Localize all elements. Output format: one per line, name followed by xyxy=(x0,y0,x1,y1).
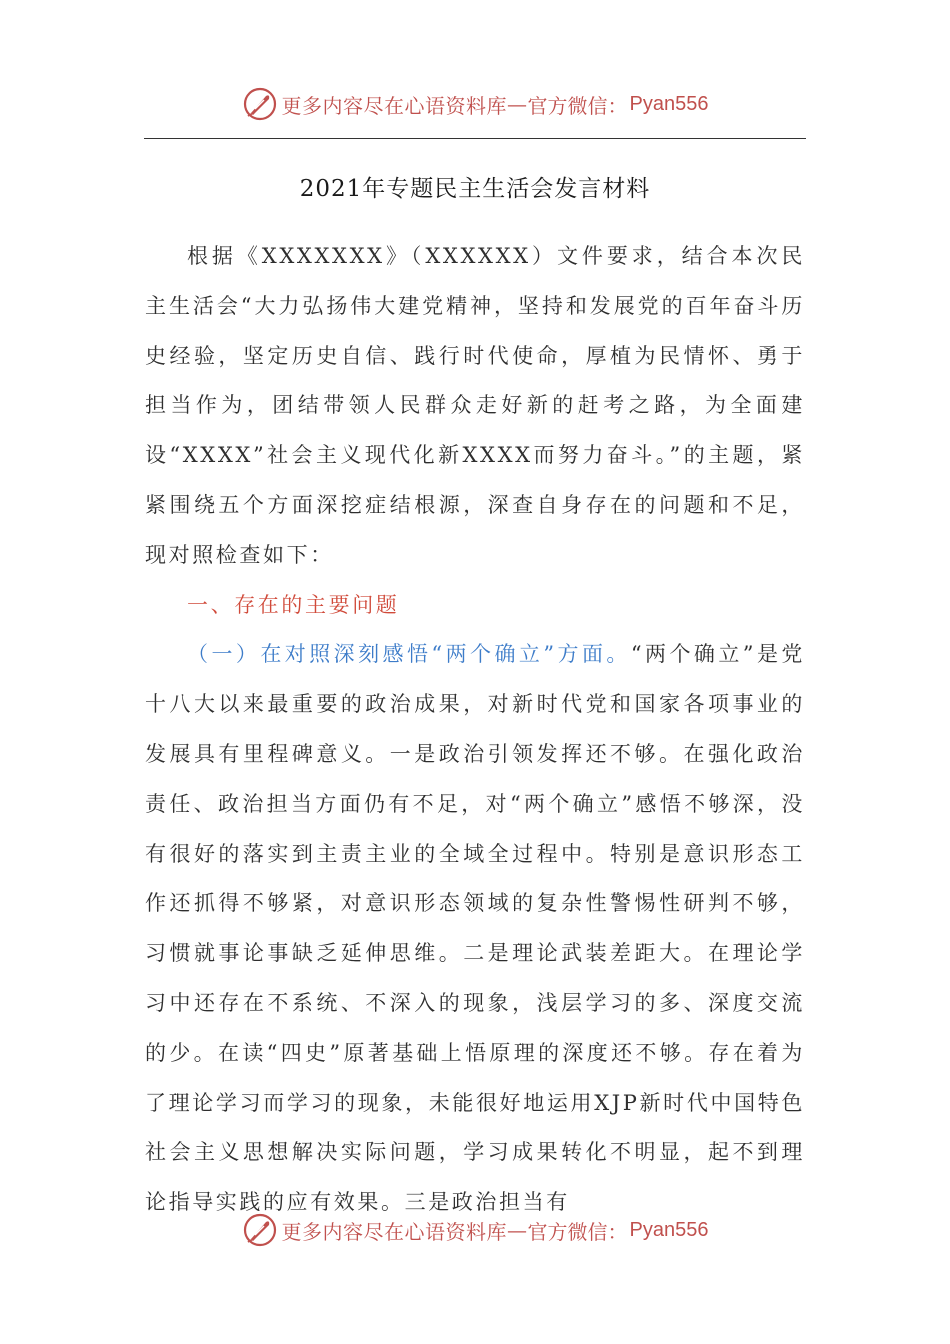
section-heading-1: 一、存在的主要问题 xyxy=(187,592,400,617)
footer-promo-text: 更多内容尽在心语资料库 xyxy=(281,1219,508,1244)
footer-wechat-id: Pyan556 xyxy=(629,1218,709,1241)
subsection-heading-1: （一）在对照深刻感悟“两个确立”方面。 xyxy=(187,642,631,667)
page-footer-promo xyxy=(0,1208,950,1252)
subsection-body-1: “两个确立”是党十八大以来最重要的政治成果，对新时代党和国家各项事业的发展具有里程碑意义。一是政治引领发挥还不够。在强化政治责任、政治担当方面仍有不足，对“两个确立”感悟不够深，没有很好的落实到主责主业的全域全过程中。特别是意识形态工作还抓得不够紧，对意识形态领域的复杂性警惕性研判不够，习惯就事论事缺乏延伸思维。二是理论武装差距大。在理论学习中还存在不系统、不深入的现象，浅层学习的多、深度交流的少。在读“四史”原著基础上悟原理的深度还不够。存在着为了理论学习而学习的现象，未能很好地运用XJP新时代中国特色社会主义思想解决实际问题，学习成果转化不明显，起不到理论指导实践的应有效果。三是政治担当有 xyxy=(145,642,805,1215)
footer-wechat-label: 官方微信： xyxy=(527,1219,628,1244)
header-wechat-id: Pyan556 xyxy=(629,92,709,115)
document-title: 2021年专题民主生活会发言材料 xyxy=(299,176,651,202)
intro-paragraph: 根据《XXXXXXX》（XXXXXX）文件要求，结合本次民主生活会“大力弘扬伟大建党精神，坚持和发展党的百年奋斗历史经验，坚定历史自信、践行时代使命，厚植为民情怀、勇于担当作为，团结带领人民群众走好新的赶考之路，为全面建设“XXXX”社会主义现代化新XXXX而努力奋斗。”的主题，紧紧围绕五个方面深挖症结根源，深查自身存在的问题和不足，现对照检查如下： xyxy=(145,244,805,567)
quill-logo-icon xyxy=(242,86,278,122)
footer-promo-dash: — xyxy=(507,1218,528,1242)
header-promo-dash: — xyxy=(507,92,528,116)
document-body xyxy=(145,232,805,1228)
quill-logo-icon xyxy=(242,1212,278,1248)
subsection-paragraph-1 xyxy=(145,630,805,1228)
header-promo-text: 更多内容尽在心语资料库 xyxy=(281,93,508,118)
header-divider xyxy=(144,138,806,139)
page-header-promo xyxy=(0,82,950,126)
header-wechat-label: 官方微信： xyxy=(527,93,628,118)
